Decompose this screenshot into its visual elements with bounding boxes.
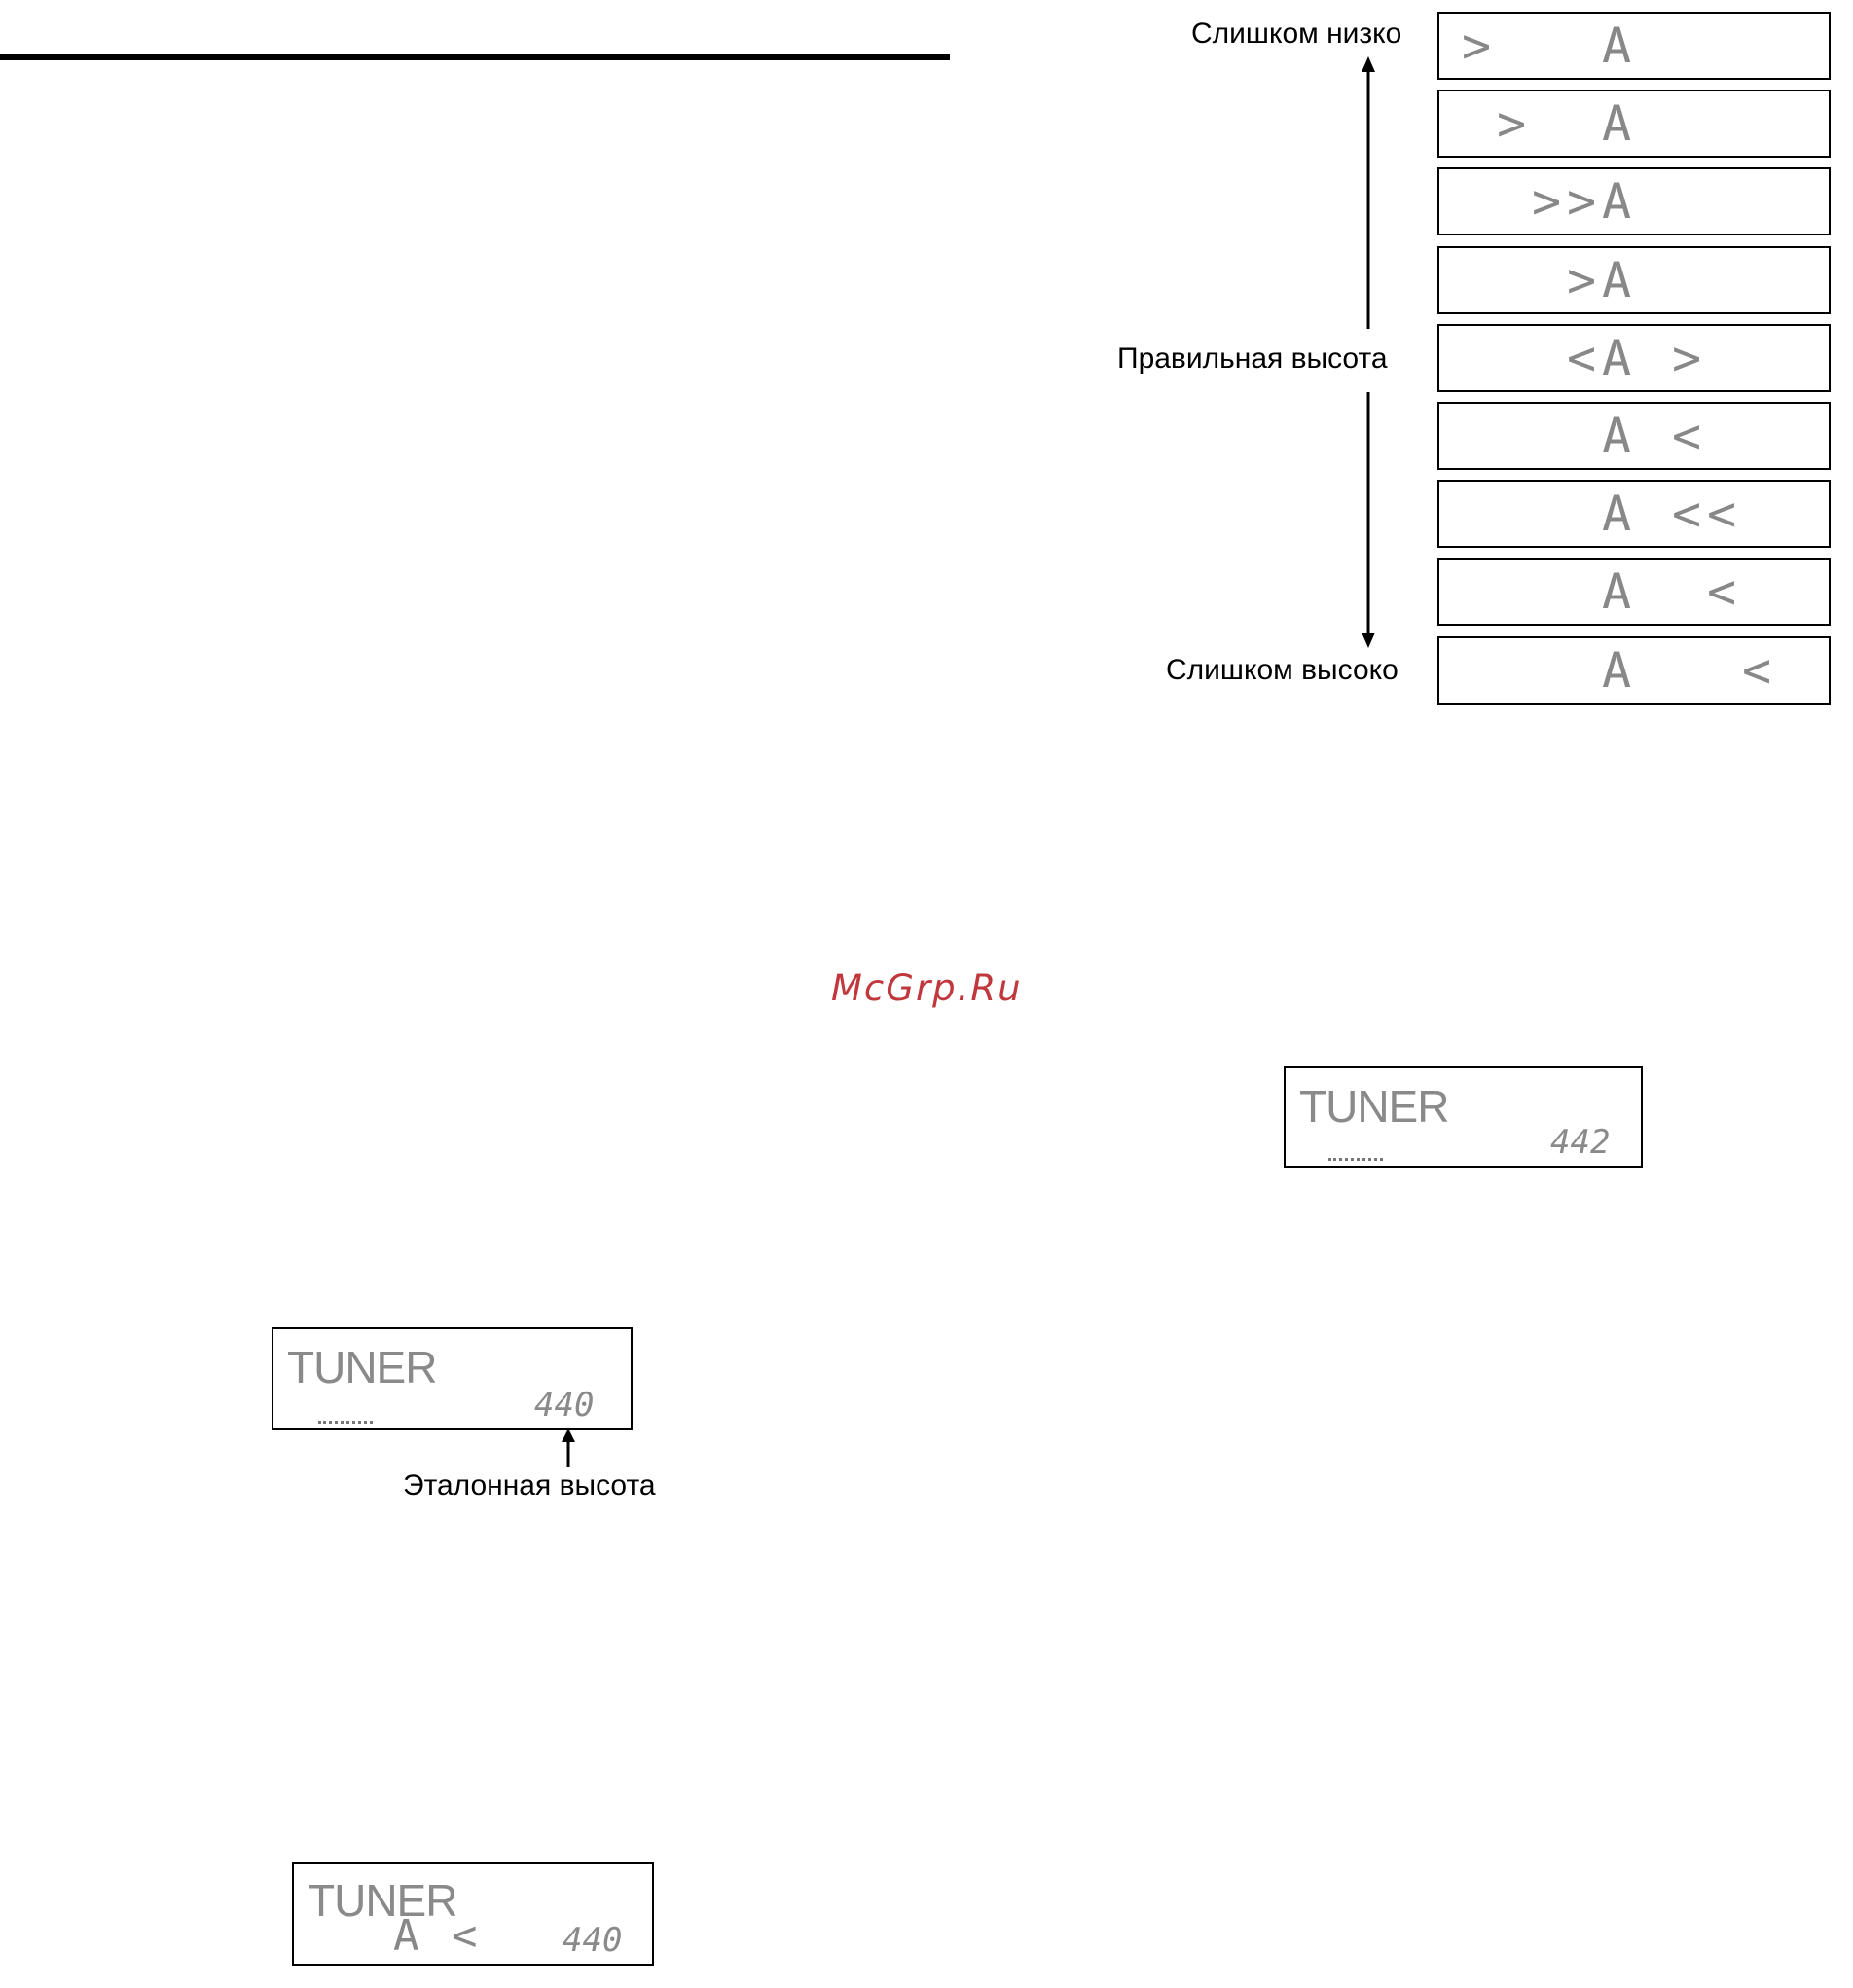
- display-title: TUNER: [1299, 1081, 1449, 1132]
- display-tuning-indicator: <: [452, 1911, 478, 1961]
- tuning-arrow-glyph: <: [1742, 642, 1772, 699]
- tuning-row-5: [1437, 324, 1831, 392]
- note-glyph: A: [1602, 486, 1632, 542]
- tuner-display-440: [272, 1327, 633, 1430]
- label-too-low: Слишком низко: [1191, 18, 1402, 50]
- tuning-arrow-glyph: >: [1497, 95, 1527, 152]
- tuning-row-4: [1437, 246, 1831, 314]
- header-rule: [0, 54, 950, 60]
- tuning-arrow-glyph: >: [1672, 330, 1702, 386]
- tuning-arrow-glyph: >: [1567, 252, 1597, 308]
- label-correct-pitch: Правильная высота: [1117, 343, 1388, 375]
- note-glyph: A: [1602, 563, 1632, 620]
- note-glyph: A: [1602, 642, 1632, 699]
- tuner-display-tuning: [292, 1862, 654, 1966]
- display-title: TUNER: [287, 1342, 437, 1392]
- watermark: McGrp.Ru: [831, 967, 1023, 1009]
- display-note: A: [393, 1911, 419, 1961]
- tuning-row-9: [1437, 636, 1831, 705]
- display-reference-value: 440: [563, 1921, 623, 1960]
- reference-pointer-arrow: [557, 1428, 580, 1467]
- note-glyph: A: [1602, 18, 1632, 74]
- tuning-arrow-glyph: <: [1567, 330, 1597, 386]
- display-reference-value: 440: [534, 1386, 595, 1425]
- pitch-range-arrow: [1353, 56, 1384, 650]
- note-glyph: A: [1602, 252, 1632, 308]
- tuning-arrow-glyph: >: [1567, 173, 1597, 230]
- tuning-row-6: [1437, 402, 1831, 470]
- tuning-arrow-glyph: <: [1707, 486, 1737, 542]
- note-glyph: A: [1602, 95, 1632, 152]
- note-glyph: A: [1602, 408, 1632, 464]
- display-dash: [318, 1421, 373, 1427]
- tuning-row-3: [1437, 167, 1831, 235]
- caption-reference-pitch: Эталонная высота: [403, 1469, 656, 1501]
- tuning-arrow-glyph: >: [1462, 18, 1492, 74]
- display-reference-value: 442: [1550, 1123, 1611, 1162]
- tuning-arrow-glyph: <: [1672, 486, 1702, 542]
- display-dash: [1328, 1158, 1383, 1164]
- tuning-row-7: [1437, 480, 1831, 548]
- display-title: TUNER: [308, 1875, 457, 1926]
- tuning-arrow-glyph: <: [1672, 408, 1702, 464]
- note-glyph: A: [1602, 173, 1632, 230]
- tuning-row-1: [1437, 12, 1831, 80]
- tuning-arrow-glyph: <: [1707, 563, 1737, 620]
- tuning-arrow-glyph: >: [1532, 173, 1562, 230]
- label-too-high: Слишком высоко: [1166, 654, 1399, 686]
- tuner-display-442: [1284, 1066, 1643, 1168]
- tuning-row-2: [1437, 90, 1831, 158]
- tuning-row-8: [1437, 558, 1831, 626]
- note-glyph: A: [1602, 330, 1632, 386]
